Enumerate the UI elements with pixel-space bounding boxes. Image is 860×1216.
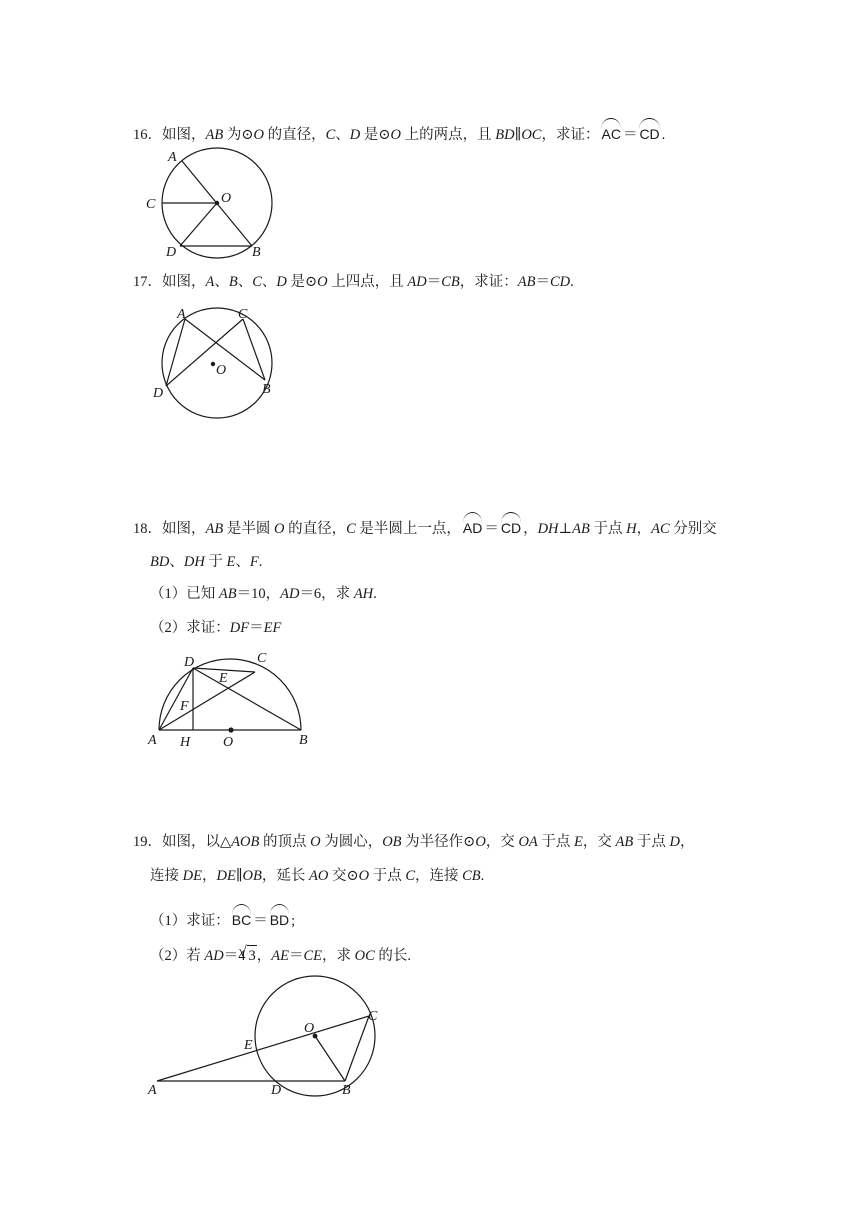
q16-text: 16．如图，AB 为⊙O 的直径，C、D 是⊙O 上的两点，且 BD∥OC，求证： AC ＝ CD . [133,118,665,145]
q16-center-point [215,201,219,205]
q17-label-a: A [177,307,186,322]
q18-label-o: O [223,735,234,750]
q17-chord-cb [243,319,265,380]
arc-ad: AD [463,512,482,539]
q19-text-line1: 19．如图，以△AOB 的顶点 O 为圆心，OB 为半径作⊙O，交 OA 于点 E，交 AB 于点 D， [133,834,695,850]
sqrt-3: √ 3 [247,945,256,966]
q18-text-line1: 18．如图，AB 是半圆 O 的直径，C 是半圆上一点， AD ＝ CD ，DH⊥AB 于点 H，AC 分别交 [133,512,717,539]
q17-number: 17． [133,274,162,290]
q19-figure [145,975,395,1105]
q18-text-line2: BD、DH 于 E、F. [150,554,263,570]
q19-line-ac [157,1016,369,1081]
q19-label-c: C [368,1009,378,1024]
q19-part2: （2）若 AD＝4√ 3，AE＝CE，求 OC 的长. [150,945,411,966]
q18-label-c: C [257,651,267,666]
q19-label-o: O [304,1021,315,1036]
q17-center-point [211,362,215,366]
q19-radius-ob [315,1036,345,1081]
q18-part2: （2）求证：DF＝EF [150,620,282,636]
q17-chord-cd [166,319,243,386]
q18-chord-ac [159,672,255,730]
q17-label-c: C [238,307,248,322]
q19-label-b: B [342,1083,351,1098]
q18-label-a: A [148,733,157,748]
q17-label-b: B [262,382,271,397]
q18-label-h: H [180,735,191,750]
q17-chord-ad [166,319,185,386]
q17-text: 17．如图，A、B、C、D 是⊙O 上四点，且 AD＝CB，求证：AB＝CD. [133,274,574,290]
q16-figure [140,145,280,265]
q18-label-f: F [180,699,189,714]
q16-label-b: B [252,245,261,260]
arc-cd: CD [501,512,521,539]
q19-part1: （1）求证： BC ＝ BD ; [150,904,295,931]
q19-label-d: D [271,1083,282,1098]
q19-segment-cb [345,1016,369,1081]
q17-label-o: O [216,363,227,378]
arc-bd: BD [270,904,289,931]
arc-cd: CD [639,118,659,145]
q16-label-d: D [166,245,177,260]
arc-ac: AC [601,118,620,145]
arc-bc: BC [232,904,251,931]
q17-figure [148,303,288,423]
q18-label-d: D [184,655,195,670]
q16-segment-od [180,203,217,246]
q16-number: 16． [133,127,162,143]
q18-number: 18． [133,521,162,537]
q16-label-o: O [221,191,232,206]
q19-number: 19． [133,834,162,850]
q19-text-line2: 连接 DE，DE∥OB，延长 AO 交⊙O 于点 C，连接 CB. [150,868,485,884]
q18-figure [145,648,325,748]
q18-label-b: B [299,733,308,748]
q18-part1: （1）已知 AB＝10，AD＝6，求 AH. [150,586,377,602]
q19-label-a: A [148,1083,157,1098]
q18-label-e: E [219,671,228,686]
q16-label-a: A [168,150,177,165]
q19-label-e: E [244,1038,253,1053]
q18-semicircle [159,659,301,730]
q17-label-d: D [153,386,164,401]
q16-label-c: C [146,197,156,212]
q18-center-point [228,727,233,732]
